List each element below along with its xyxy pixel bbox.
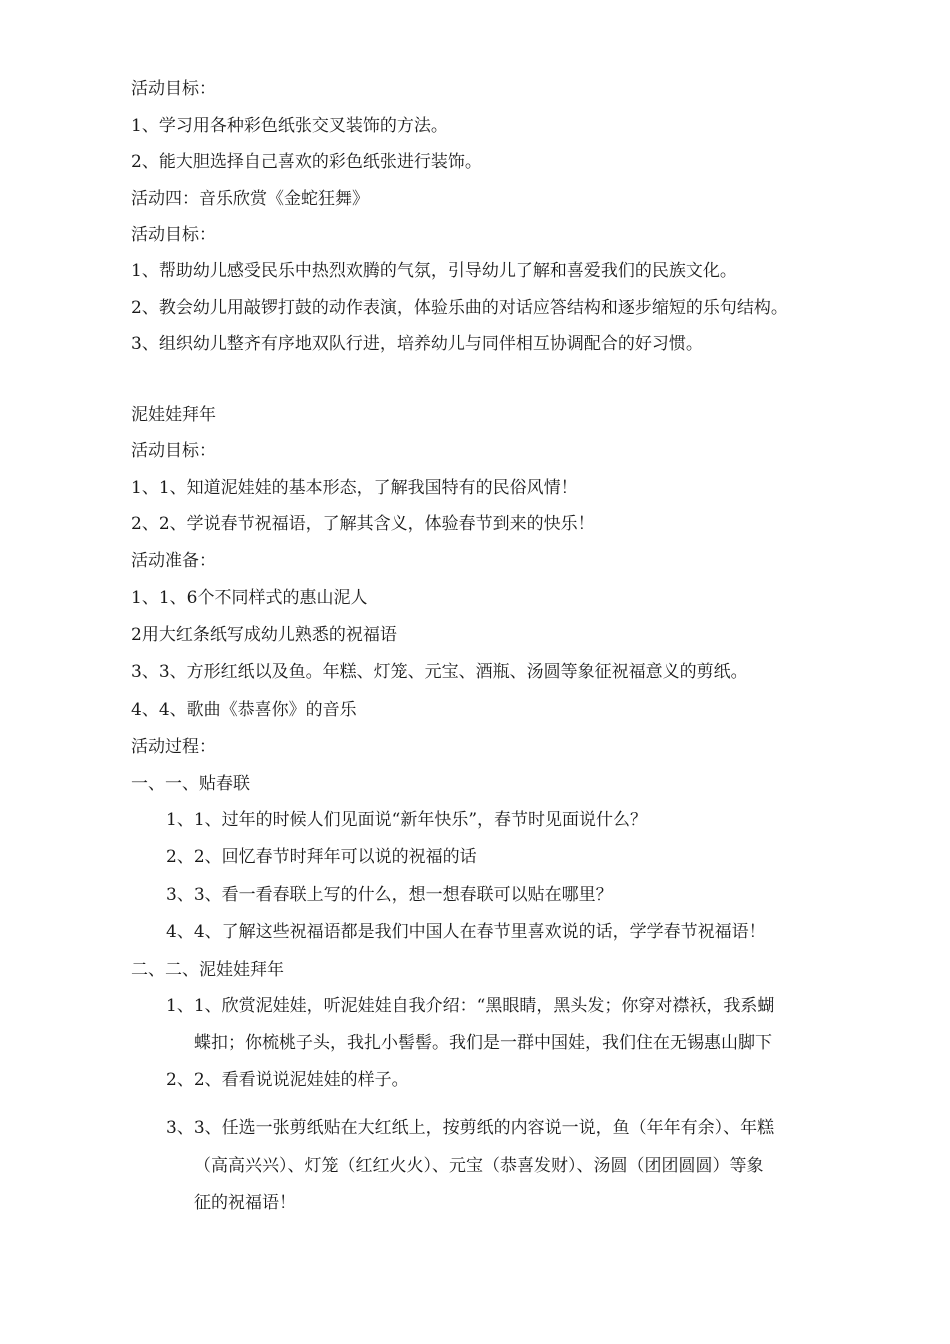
process-substep-continuation: 蝶扣；你梳桃子头，我扎小髻髻。我们是一群中国娃，我们住在无锡惠山脚下 [194,1033,772,1053]
process-step-heading: 一、一、贴春联 [131,774,250,794]
goal-item: 1、学习用各种彩色纸张交叉装饰的方法。 [131,116,448,136]
process-substep: 1、1、过年的时候人们见面说“新年快乐”，春节时见面说什么？ [166,810,648,830]
heading-activity-goal: 活动目标： [131,441,216,461]
process-substep: 3、3、任选一张剪纸贴在大红纸上，按剪纸的内容说一说，鱼（年年有余）、年糕 [166,1118,775,1138]
section-title-activity-four: 活动四：音乐欣赏《金蛇狂舞》 [131,189,369,209]
goal-item: 2、2、学说春节祝福语，了解其含义，体验春节到来的快乐！ [131,514,595,534]
goal-item: 1、帮助幼儿感受民乐中热烈欢腾的气氛，引导幼儿了解和喜爱我们的民族文化。 [131,261,737,281]
heading-activity-goal: 活动目标： [131,79,216,99]
process-substep-continuation: （高高兴兴）、灯笼（红红火火）、元宝（恭喜发财）、汤圆（团团圆圆）等象 [194,1156,764,1176]
heading-activity-prep: 活动准备： [131,551,216,571]
process-substep: 4、4、了解这些祝福语都是我们中国人在春节里喜欢说的话，学学春节祝福语！ [166,922,766,942]
process-step-heading: 二、二、泥娃娃拜年 [131,960,284,980]
prep-item: 1、1、6个不同样式的惠山泥人 [131,588,368,608]
process-substep: 1、1、欣赏泥娃娃，听泥娃娃自我介绍：“黑眼睛，黑头发；你穿对襟袄，我系蝴 [166,996,775,1016]
process-substep: 2、2、看看说说泥娃娃的样子。 [166,1070,409,1090]
goal-item: 2、能大胆选择自己喜欢的彩色纸张进行装饰。 [131,152,482,172]
heading-activity-goal: 活动目标： [131,225,216,245]
process-substep-continuation: 征的祝福语！ [194,1193,296,1213]
goal-item: 1、1、知道泥娃娃的基本形态，了解我国特有的民俗风情！ [131,478,578,498]
process-substep: 2、2、回忆春节时拜年可以说的祝福的话 [166,847,477,867]
process-substep: 3、3、看一看春联上写的什么，想一想春联可以贴在哪里？ [166,885,613,905]
prep-item: 2用大红条纸写成幼儿熟悉的祝福语 [131,625,397,645]
heading-activity-process: 活动过程： [131,737,216,757]
prep-item: 4、4、歌曲《恭喜你》的音乐 [131,700,357,720]
prep-item: 3、3、方形红纸以及鱼。年糕、灯笼、元宝、酒瓶、汤圆等象征祝福意义的剪纸。 [131,662,748,682]
section-title-mud-doll: 泥娃娃拜年 [131,405,216,425]
goal-item: 3、组织幼儿整齐有序地双队行进，培养幼儿与同伴相互协调配合的好习惯。 [131,334,703,354]
goal-item: 2、教会幼儿用敲锣打鼓的动作表演，体验乐曲的对话应答结构和逐步缩短的乐句结构。 [131,298,788,318]
